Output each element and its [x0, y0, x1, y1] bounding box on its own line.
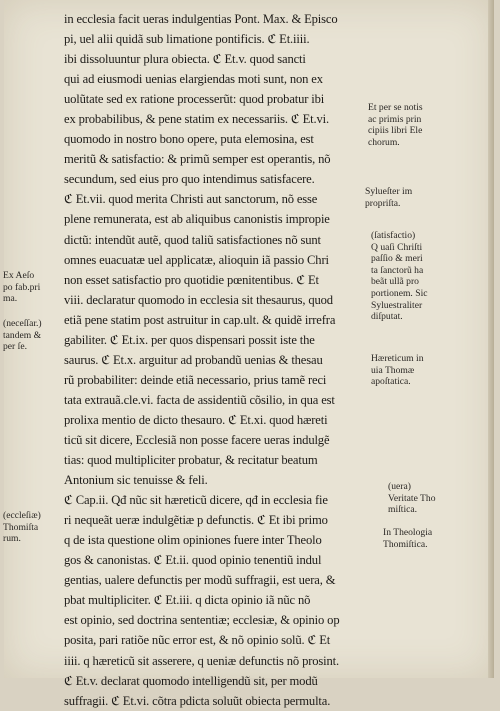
main-text-block: [64, 9, 380, 711]
text-line: posita, pari ratiõe nũc error est, & nõ opinio solũ. ℭ Et: [64, 633, 331, 648]
text-line: suffragii. ℭ Et.vi. cõtra pdicta soluũt obiecta permulta.: [64, 693, 331, 708]
left-note-1: Ex Aeſo po fab.pri ma.: [3, 270, 41, 305]
text-line: omnes euacuatæ uel applicatæ, alioquin iã passio Chri: [64, 252, 329, 267]
right-note-4: Hæreticum in uia Thomæ apoſtatica.: [371, 353, 424, 388]
book-page: [3, 0, 494, 708]
right-note-6: In Theologia Thomiſtica.: [383, 527, 433, 550]
page-edge: [488, 0, 494, 678]
text-line: tias: quod multipliciter probatur, & recitatur beatum: [64, 453, 318, 468]
right-note-5: (uera) Veritate Tho miſtica.: [388, 481, 436, 516]
text-line: q de ista questione olim opiniones fuere inter Theolo: [64, 533, 322, 548]
right-note-3: (ſatisfactio) Q uaſi Chriſti paſſio & meri ta ſanctorũ ha beãt ullã pro portionem. Sic Syluestraliter diſputat.: [371, 230, 428, 323]
text-line: prolixa mentio de dicto thesauro. ℭ Et.xi. quod hæreti: [64, 412, 328, 427]
text-line: ℭ Cap.ii. Qđ nũc sit hæreticũ dicere, qđ in ecclesia fie: [64, 493, 328, 508]
text-line: plene remunerata, est ab aliquibus canonistis impropie: [64, 212, 330, 227]
text-line: non esset satisfactio pro quotidie pœnitentibus. ℭ Et: [64, 272, 319, 287]
text-line: pi, uel alii quidã sub limatione pontificis. ℭ Et.iiii.: [64, 32, 310, 47]
text-line: iiii. q hæreticũ sit asserere, q ueniæ defunctis nõ prosint.: [64, 653, 340, 668]
text-line: est opinio, sed doctrina sententiæ; ecclesiæ, & opinio op: [64, 613, 340, 628]
text-line: gos & canonistas. ℭ Et.ii. quod opinio tenentiũ indul: [64, 553, 322, 568]
left-note-3: (eccleſiæ) Thomiſta rum.: [3, 510, 41, 545]
text-line: gentias, ualere defunctis per modũ suffragii, est uera, &: [64, 573, 336, 588]
text-line: meritũ & satisfactio: & primũ semper est operantis, nõ: [64, 152, 331, 167]
text-line: rũ probabiliter: deinde etiã necessario, prius tamẽ reci: [64, 372, 327, 387]
text-line: in ecclesia facit ueras indulgentias Pont. Max. & Episco: [64, 12, 338, 26]
text-line: viii. declaratur quomodo in ecclesia sit thesaurus, quod: [64, 292, 333, 307]
text-line: ℭ Et.vii. quod merita Christi aut sanctorum, nõ esse: [64, 192, 318, 207]
text-line: dictũ: intendũt autẽ, quod taliũ satisfactiones nõ sunt: [64, 232, 321, 247]
text-line: etiã pene statim post astruitur in cap.ult. & quidẽ irrefra: [64, 312, 336, 327]
text-line: quomodo in nostro bono opere, puta elemosina, est: [64, 132, 314, 147]
right-note-1: Et per se notis ac primis prin cipiis libri Ele chorum.: [368, 102, 423, 148]
text-line: Antonium sic tenuisse & feli.: [64, 473, 208, 488]
text-line: ibi dissoluuntur plura obiecta. ℭ Et.v. quod sancti: [64, 52, 306, 67]
text-line: uolũtate sed ex ratione processerũt: quod probatur ibi: [64, 92, 325, 107]
text-line: ticũ sit dicere, Ecclesiã non posse facere ueras indulgẽ: [64, 432, 330, 447]
text-line: saurus. ℭ Et.x. arguitur ad probandũ uenias & thesau: [64, 352, 323, 367]
text-line: ℭ Et.v. declarat quomodo intelligendũ sit, per modũ: [64, 673, 318, 688]
right-note-2: Sylueſter im propriſta.: [365, 186, 413, 209]
text-line: qui ad eiusmodi uenias elargiendas moti sunt, non ex: [64, 72, 323, 87]
text-line: tata extrauã.cle.vi. facta de assidentiũ cõsilio, in qua est: [64, 392, 335, 407]
text-line: ri nequeãt ueræ indulgẽtiæ p defunctis. ℭ Et ibi primo: [64, 513, 328, 528]
text-line: pbat multipliciter. ℭ Et.iii. q dicta opinio iã nũc nõ: [64, 593, 311, 608]
text-line: ex probabilibus, & pene statim ex necessariis. ℭ Et.vi.: [64, 112, 330, 127]
text-line: secundum, sed eius pro quo intendimus satisfacere.: [64, 172, 315, 187]
text-line: gabiliter. ℭ Et.ix. per quos dispensari possit iste the: [64, 332, 315, 347]
left-note-2: (neceſſar.) tandem & per ſe.: [3, 318, 42, 353]
